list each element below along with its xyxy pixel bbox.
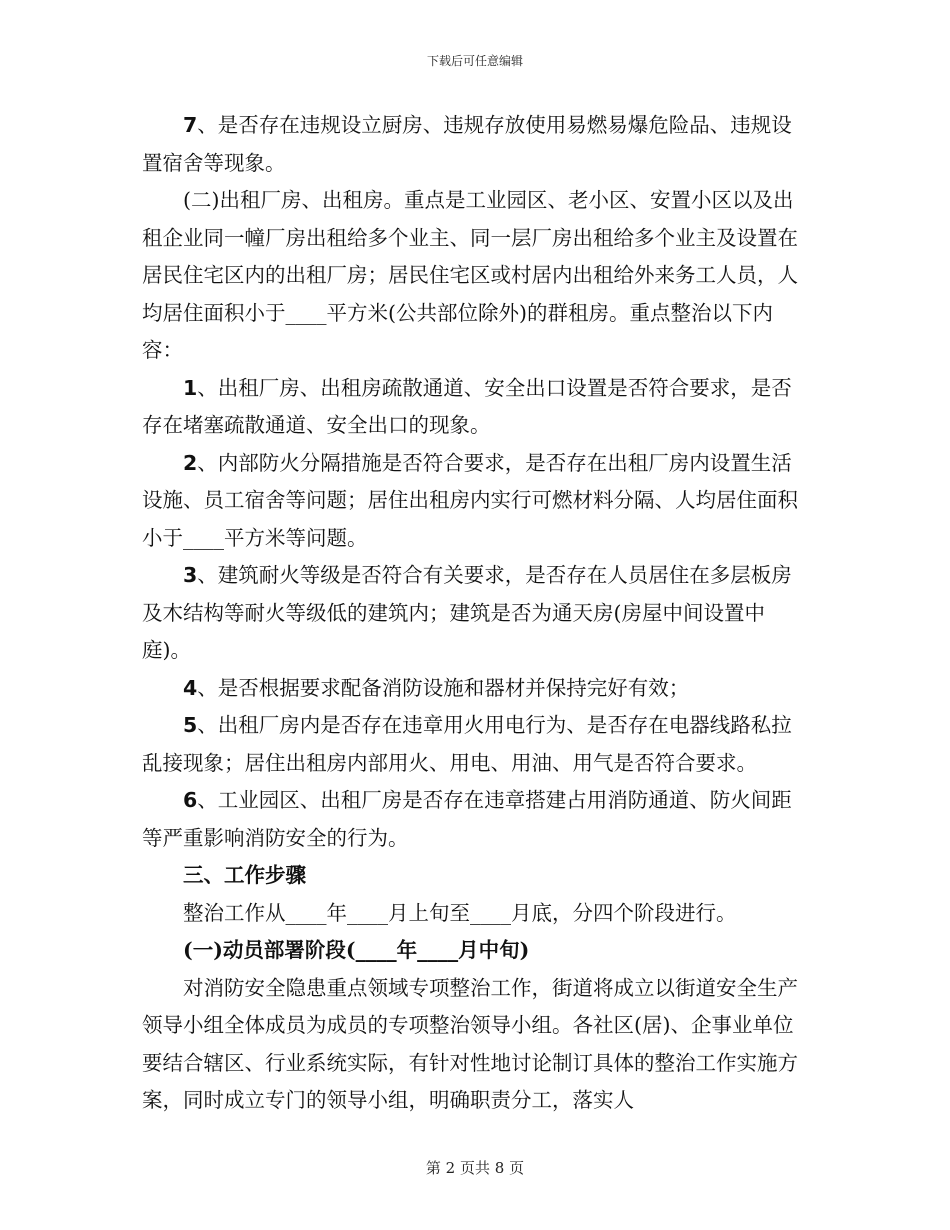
paragraph-text: 、出租厂房、出租房疏散通道、安全出口设置是否符合要求，是否存在堵塞疏散通道、安全出口的现象。 — [142, 375, 792, 437]
paragraph-text: 、工业园区、出租厂房是否存在违章搭建占用消防通道、防火间距等严重影响消防安全的行为。 — [142, 788, 792, 850]
paragraph-3 — [142, 557, 808, 670]
paragraph-text: 、出租厂房内是否存在违章用火用电行为、是否存在电器线路私拉乱接现象；居住出租房内部用火、用电、用油、用气是否符合要求。 — [142, 713, 792, 775]
item-number: 3 — [183, 563, 198, 587]
paragraph-5 — [142, 707, 808, 782]
heading-text: (一)动员部署阶段(____年____月中旬) — [183, 938, 530, 962]
paragraph-text: 整治工作从____年____月上旬至____月底，分四个阶段进行。 — [183, 900, 737, 925]
item-number: 2 — [183, 450, 198, 475]
paragraph-7 — [142, 107, 808, 182]
document-body — [142, 107, 808, 1120]
page-footer: 第 2 页共 8 页 — [425, 1159, 525, 1177]
paragraph-text: (二)出租厂房、出租房。重点是工业园区、老小区、安置小区以及出租企业同一幢厂房出租给多个业主、同一层厂房出租给多个业主及设置在居民住宅区内的出租厂房；居民住宅区或村居内出租给外来务工人员，人均居住面积小于____平方米(公共部位除外)的群租房。重点整治以下内容： — [142, 188, 798, 362]
paragraph-text: 对消防安全隐患重点领域专项整治工作，街道将成立以街道安全生产领导小组全体成员为成员的专项整治领导小组。各社区(居)、企事业单位要结合辖区、行业系统实际，有针对性地讨论制订具体的整治工作实施方案，同时成立专门的领导小组，明确职责分工，落实人 — [142, 975, 798, 1112]
section-heading-work-steps — [142, 857, 808, 895]
item-number: 4 — [183, 675, 198, 700]
item-number: 5 — [183, 713, 198, 737]
paragraph-schedule — [142, 895, 808, 933]
paragraph-mobilization — [142, 970, 808, 1120]
item-number: 6 — [183, 788, 198, 812]
paragraph-text: 、是否存在违规设立厨房、违规存放使用易燃易爆危险品、违规设置宿舍等现象。 — [142, 113, 792, 175]
paragraph-text: 、内部防火分隔措施是否符合要求，是否存在出租厂房内设置生活设施、员工宿舍等问题；居住出租房内实行可燃材料分隔、人均居住面积小于____平方米等问题。 — [142, 450, 798, 550]
paragraph-text: 、建筑耐火等级是否符合有关要求，是否存在人员居住在多层板房及木结构等耐火等级低的建筑内；建筑是否为通天房(房屋中间设置中庭)。 — [142, 563, 792, 662]
heading-text: 三、工作步骤 — [183, 863, 306, 887]
subsection-heading-mobilization — [142, 932, 808, 970]
paragraph-rental-section — [142, 182, 808, 370]
paragraph-4 — [142, 670, 808, 708]
item-number: 7 — [183, 113, 198, 137]
page-header: 下载后可任意编辑 — [426, 54, 523, 68]
item-number: 1 — [183, 375, 198, 400]
paragraph-6 — [142, 782, 808, 857]
paragraph-text: 、是否根据要求配备消防设施和器材并保持完好有效； — [197, 675, 690, 700]
paragraph-2 — [142, 445, 808, 558]
paragraph-1 — [142, 370, 808, 445]
